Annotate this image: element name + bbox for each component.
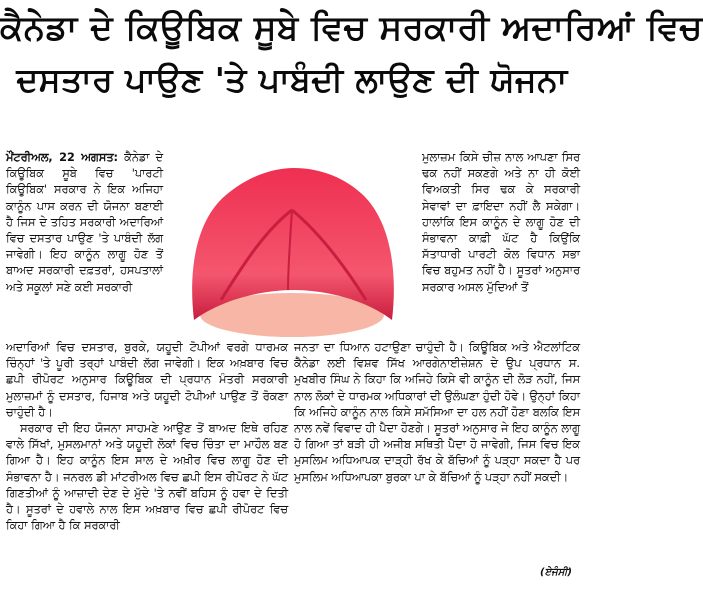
article-text-left-top: ਕੈਨੇਡਾ ਦੇ ਕਿਊਬਿਕ ਸੂਬੇ ਵਿਚ 'ਪਾਰਟੀ ਕਿਊਬਿਕ' ਸਰਕਾਰ ਨੇ ਇਕ ਅਜਿਹਾ ਕਾਨੂੰਨ ਪਾਸ ਕਰਨ ਦੀ ਯੋਜਨਾ ਬਣਾਈ ਹੈ ਜਿਸ ਦੇ ਤਹਿਤ ਸਰਕਾਰੀ ਅਦਾਰਿਆਂ ਵਿਚ ਦਸਤਾਰ ਪਾਉਣ 'ਤੇ ਪਾਬੰਦੀ ਲੱਗ ਜਾਵੇਗੀ। ਇਹ ਕਾਨੂੰਨ ਲਾਗੂ ਹੋਣ ਤੋਂ ਬਾਅਦ ਸਰਕਾਰੀ ਦਫ਼ਤਰਾਂ, ਹਸਪਤਾਲਾਂ ਅਤੇ ਸਕੂਲਾਂ ਸਣੇ ਕਈ ਸਰਕਾਰੀ [6, 151, 163, 294]
turban-photo [166, 150, 418, 340]
agency-credit: (ਏਜੰਸੀ) [540, 567, 572, 578]
dateline: ਮੌਂਟਰੀਅਲ, 22 ਅਗਸਤ: [6, 151, 119, 164]
article-column-lower-left [6, 340, 288, 585]
article-text-lower-left-2: ਸਰਕਾਰ ਦੀ ਇਹ ਯੋਜਨਾ ਸਾਹਮਣੇ ਆਉਣ ਤੋਂ ਬਾਅਦ ਇਥੇ ਰਹਿਣ ਵਾਲੇ ਸਿੱਖਾਂ, ਮੁਸਲਮਾਨਾਂ ਅਤੇ ਯਹੂਦੀ ਲੋਕਾਂ ਵਿਚ ਚਿੰਤਾ ਦਾ ਮਾਹੌਲ ਬਣ ਗਿਆ ਹੈ। ਇਹ ਕਾਨੂੰਨ ਇਸ ਸਾਲ ਦੇ ਅਖ਼ੀਰ ਵਿਚ ਲਾਗੂ ਹੋਣ ਦੀ ਸੰਭਾਵਨਾ ਹੈ। ਜਨਰਲ ਡੀ ਮਾਂਟਰੀਅਲ ਵਿਚ ਛਪੀ ਇਸ ਰੀਪੋਰਟ ਨੇ ਘੱਟ ਗਿਣਤੀਆਂ ਨੂੰ ਆਜ਼ਾਦੀ ਦੇਣ ਦੇ ਮੁੱਦੇ 'ਤੇ ਨਵੀਂ ਬਹਿਸ ਨੂੰ ਹਵਾ ਦੇ ਦਿਤੀ ਹੈ। ਸੂਤਰਾਂ ਦੇ ਹਵਾਲੇ ਨਾਲ ਇਸ ਅਖ਼ਬਾਰ ਵਿਚ ਛਪੀ ਰੀਪੋਰਟ ਵਿਚ ਕਿਹਾ ਗਿਆ ਹੈ ਕਿ ਸਰਕਾਰੀ [6, 422, 288, 533]
turban-image [166, 150, 418, 340]
article-column-lower-right [294, 340, 580, 568]
headline-line-2: ਦਸਤਾਰ ਪਾਉਣ 'ਤੇ ਪਾਬੰਦੀ ਲਾਉਣ ਦੀ ਯੋਜਨਾ [16, 60, 568, 99]
article-text-lower-left-1: ਅਦਾਰਿਆਂ ਵਿਚ ਦਸਤਾਰ, ਬੁਰਕੇ, ਯਹੂਦੀ ਟੋਪੀਆਂ ਵਰਗੇ ਧਾਰਮਕ ਚਿੰਨ੍ਹਾਂ 'ਤੇ ਪੂਰੀ ਤਰ੍ਹਾਂ ਪਾਬੰਦੀ ਲੱਗ ਜਾਵੇਗੀ। ਇਕ ਅਖ਼ਬਾਰ ਵਿਚ ਛਪੀ ਰੀਪੋਰਟ ਅਨੁਸਾਰ ਕਿਊਬਿਕ ਦੀ ਪ੍ਰਧਾਨ ਮੰਤਰੀ ਸਰਕਾਰੀ ਮੁਲਾਜ਼ਮਾਂ ਨੂੰ ਦਸਤਾਰ, ਹਿਜਾਬ ਅਤੇ ਯਹੂਦੀ ਟੋਪੀਆਂ ਪਾਉਣ ਤੋਂ ਰੋਕਣਾ ਚਾਹੁੰਦੀ ਹੈ। [6, 341, 288, 419]
article-text-lower-right: ਜਨਤਾ ਦਾ ਧਿਆਨ ਹਟਾਉਣਾ ਚਾਹੁੰਦੀ ਹੈ। ਕਿਊਬਿਕ ਅਤੇ ਐਟਲਾਂਟਿਕ ਕੈਨੇਡਾ ਲਈ ਵਿਸ਼ਵ ਸਿੱਖ ਆਰਗੇਨਾਈਜ਼ੇਸ਼ਨ ਦੇ ਉਪ ਪ੍ਰਧਾਨ ਸ. ਮੁਖਬੀਰ ਸਿੰਘ ਨੇ ਕਿਹਾ ਕਿ ਅਜਿਹੇ ਕਿਸੇ ਵੀ ਕਾਨੂੰਨ ਦੀ ਲੋੜ ਨਹੀਂ, ਜਿਸ ਨਾਲ ਲੋਕਾਂ ਦੇ ਧਾਰਮਕ ਅਧਿਕਾਰਾਂ ਦੀ ਉਲੰਘਣਾ ਹੁੰਦੀ ਹੋਵੇ। ਉਨ੍ਹਾਂ ਕਿਹਾ ਕਿ ਅਜਿਹੇ ਕਾਨੂੰਨ ਨਾਲ ਕਿਸੇ ਸਮੱਸਿਆ ਦਾ ਹਲ ਨਹੀਂ ਹੋਣਾ ਬਲਕਿ ਇਸ ਨਾਲ ਨਵੇਂ ਵਿਵਾਦ ਹੀ ਪੈਦਾ ਹੋਣਗੇ। ਸੂਤਰਾਂ ਅਨੁਸਾਰ ਜੇ ਇਹ ਕਾਨੂੰਨ ਲਾਗੂ ਹੋ ਗਿਆ ਤਾਂ ਬੜੀ ਹੀ ਅਜੀਬ ਸਥਿਤੀ ਪੈਦਾ ਹੋ ਜਾਵੇਗੀ, ਜਿਸ ਵਿਚ ਇਕ ਮੁਸਲਿਮ ਅਧਿਆਪਕ ਦਾੜ੍ਹੀ ਰੱਖ ਕੇ ਬੱਚਿਆਂ ਨੂੰ ਪੜ੍ਹਾ ਸਕਦਾ ਹੈ ਪਰ ਮੁਸਲਿਮ ਅਧਿਆਪਕਾ ਬੁਰਕਾ ਪਾ ਕੇ ਬੱਚਿਆਂ ਨੂੰ ਪੜ੍ਹਾ ਨਹੀਂ ਸਕਦੀ। [294, 341, 580, 484]
article-text-right-top: ਮੁਲਾਜ਼ਮ ਕਿਸੇ ਚੀਜ਼ ਨਾਲ ਆਪਣਾ ਸਿਰ ਢਕ ਨਹੀਂ ਸਕਣਗੇ ਅਤੇ ਨਾ ਹੀ ਕੋਈ ਵਿਅਕਤੀ ਸਿਰ ਢਕ ਕੇ ਸਰਕਾਰੀ ਸੇਵਾਵਾਂ ਦਾ ਫ਼ਾਇਦਾ ਨਹੀਂ ਲੈ ਸਕੇਗਾ। ਹਾਲਾਂਕਿ ਇਸ ਕਾਨੂੰਨ ਦੇ ਲਾਗੂ ਹੋਣ ਦੀ ਸੰਭਾਵਨਾ ਕਾਫ਼ੀ ਘੱਟ ਹੈ ਕਿਉਂਕਿ ਸੱਤਾਧਾਰੀ ਪਾਰਟੀ ਕੋਲ ਵਿਧਾਨ ਸਭਾ ਵਿਚ ਬਹੁਮਤ ਨਹੀਂ ਹੈ। ਸੂਤਰਾਂ ਅਨੁਸਾਰ ਸਰਕਾਰ ਅਸਲ ਮੁੱਦਿਆਂ ਤੋਂ [422, 151, 580, 294]
headline-line-1: ਕੈਨੇਡਾ ਦੇ ਕਿਊਬਿਕ ਸੂਬੇ ਵਿਚ ਸਰਕਾਰੀ ਅਦਾਰਿਆਂ ਵਿਚ [0, 8, 703, 48]
